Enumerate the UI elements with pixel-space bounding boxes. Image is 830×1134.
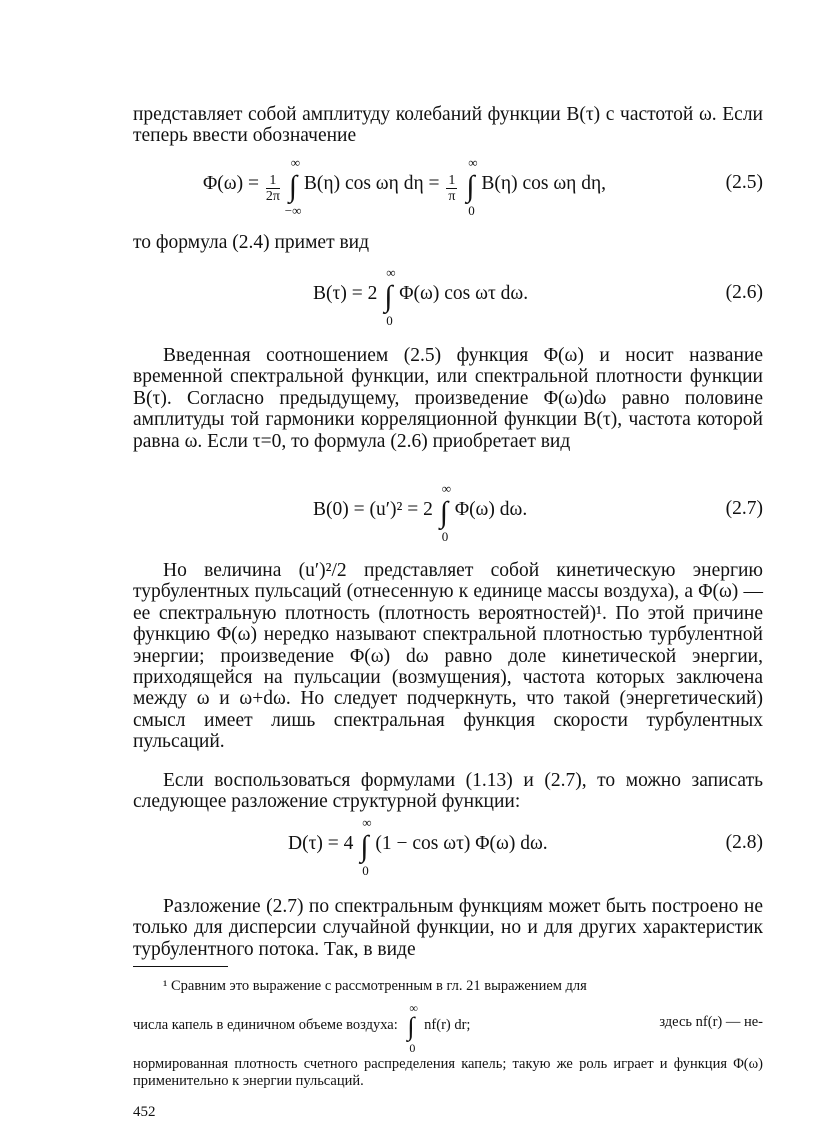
eq25-int1-lower: −∞ xyxy=(284,203,302,218)
footnote-line-1: ¹ Сравним это выражение с рассмотренным в гл. 21 выражением для xyxy=(163,978,587,994)
equation-number-2-5: (2.5) xyxy=(725,172,763,193)
footnote-line-2 xyxy=(133,1001,763,1055)
equation-number-2-7: (2.7) xyxy=(725,498,763,519)
eq27-upper: ∞ xyxy=(441,481,451,496)
equation-2-7-formula xyxy=(313,481,528,544)
page-number: 452 xyxy=(133,1104,156,1120)
paragraph-then: то формула (2.4) примет вид xyxy=(133,232,370,253)
eq26-lhs: B(τ) = 2 xyxy=(313,283,378,304)
eq27-body: Φ(ω) dω. xyxy=(454,499,528,520)
equation-2-5-formula xyxy=(203,155,607,218)
paragraph-structure-function: Если воспользоваться формулами (1.13) и (2.7), то можно записать следующее разложение структурной функции: xyxy=(133,770,763,813)
eq25-int2-lower: 0 xyxy=(468,203,475,218)
eq25-fraction-1 xyxy=(266,173,280,204)
eq25-integral-2: ∫ ∞ 0 xyxy=(466,155,478,218)
eq28-integral: ∫ ∞ 0 xyxy=(360,815,372,878)
eq27-lower: 0 xyxy=(441,529,449,544)
paragraph-spectral-definition: Введенная соотношением (2.5) функция Φ(ω) и носит название временной спектральной функции, или спектральной плотности функции B(τ). Согласно предыдущему, произведение Φ(ω)dω равно половине амплитуды той гармоники корреляционной функции B(τ), частота которой равна ω. Если τ=0, то формула (2.6) приобретает вид xyxy=(133,345,763,452)
eq26-upper: ∞ xyxy=(386,265,396,280)
eq26-integral: ∫ ∞ 0 xyxy=(384,265,396,328)
equation-2-7 xyxy=(133,478,763,548)
eq26-body: Φ(ω) cos ωτ dω. xyxy=(399,283,529,304)
eq26-lower: 0 xyxy=(386,313,393,328)
footnote-line-3: нормированная плотность счетного распределения капель; такую же роль играет и функция Φ(ω) применительно к энергии пульсаций. xyxy=(133,1056,763,1089)
eq27-lhs: B(0) = (u′)² = 2 xyxy=(313,499,433,520)
eq25-frac1-num: 1 xyxy=(266,173,280,189)
paragraph-kinetic-energy: Но величина (u′)²/2 представляет собой кинетическую энергию турбулентных пульсаций (отнесенную к единице массы воздуха), а Φ(ω) — ее спектральную плотность (плотность вероятностей)¹. По этой причине функцию Φ(ω) нередко называют спектральной плотностью турбулентной энергии; произведение Φ(ω) dω равно доле кинетической энергии, приходящейся на пульсации (возмущения), частота которых заключена между ω и ω+dω. Но следует подчеркнуть, что такой (энергетический) смысл имеет лишь спектральная функция скорости турбулентных пульсаций. xyxy=(133,560,763,753)
footnote-int-body: nf(r) dr; xyxy=(424,1017,471,1033)
footnote-rule xyxy=(133,966,228,967)
eq25-body-2: B(η) cos ωη dη, xyxy=(481,173,607,194)
equation-2-6 xyxy=(133,262,763,332)
eq28-lower: 0 xyxy=(362,863,369,878)
eq28-upper: ∞ xyxy=(362,815,372,830)
equation-number-2-8: (2.8) xyxy=(725,832,763,853)
equation-2-6-formula xyxy=(313,265,529,328)
footnote-line-2-right: здесь nf(r) — не- xyxy=(659,1014,763,1030)
equation-2-8 xyxy=(133,812,763,882)
eq25-int2-upper: ∞ xyxy=(468,155,478,170)
paragraph-decomposition: Разложение (2.7) по спектральным функциям может быть построено не только для дисперсии случайной функции, но и для других характеристик турбулентного потока. Так, в виде xyxy=(133,896,763,960)
footnote-int-upper: ∞ xyxy=(409,1001,418,1015)
paragraph-intro: представляет собой амплитуду колебаний функции B(τ) с частотой ω. Если теперь ввести обозначение xyxy=(133,104,763,147)
eq28-lhs: D(τ) = 4 xyxy=(288,833,354,854)
eq25-frac2-num: 1 xyxy=(448,173,456,188)
equation-number-2-6: (2.6) xyxy=(725,282,763,303)
footnote-integral: ∫ ∞ 0 xyxy=(407,1001,418,1055)
eq25-frac2-den: π xyxy=(448,189,456,204)
eq25-body-1: B(η) cos ωη dη = xyxy=(303,173,440,194)
eq27-integral: ∫ ∞ 0 xyxy=(439,481,451,544)
footnote-line-2-left: числа капель в единичном объеме воздуха: xyxy=(133,1017,398,1033)
equation-2-5 xyxy=(133,150,763,230)
equation-2-8-formula xyxy=(288,815,548,878)
eq25-integral-1: ∫ ∞ −∞ xyxy=(284,155,302,218)
eq25-int1-upper: ∞ xyxy=(290,155,301,170)
eq25-frac1-den: 2π xyxy=(265,189,280,204)
footnote-int-lower: 0 xyxy=(409,1041,416,1055)
eq25-lhs: Φ(ω) = xyxy=(203,173,259,194)
eq28-body: (1 − cos ωτ) Φ(ω) dω. xyxy=(375,833,548,854)
eq25-fraction-2 xyxy=(446,173,457,204)
